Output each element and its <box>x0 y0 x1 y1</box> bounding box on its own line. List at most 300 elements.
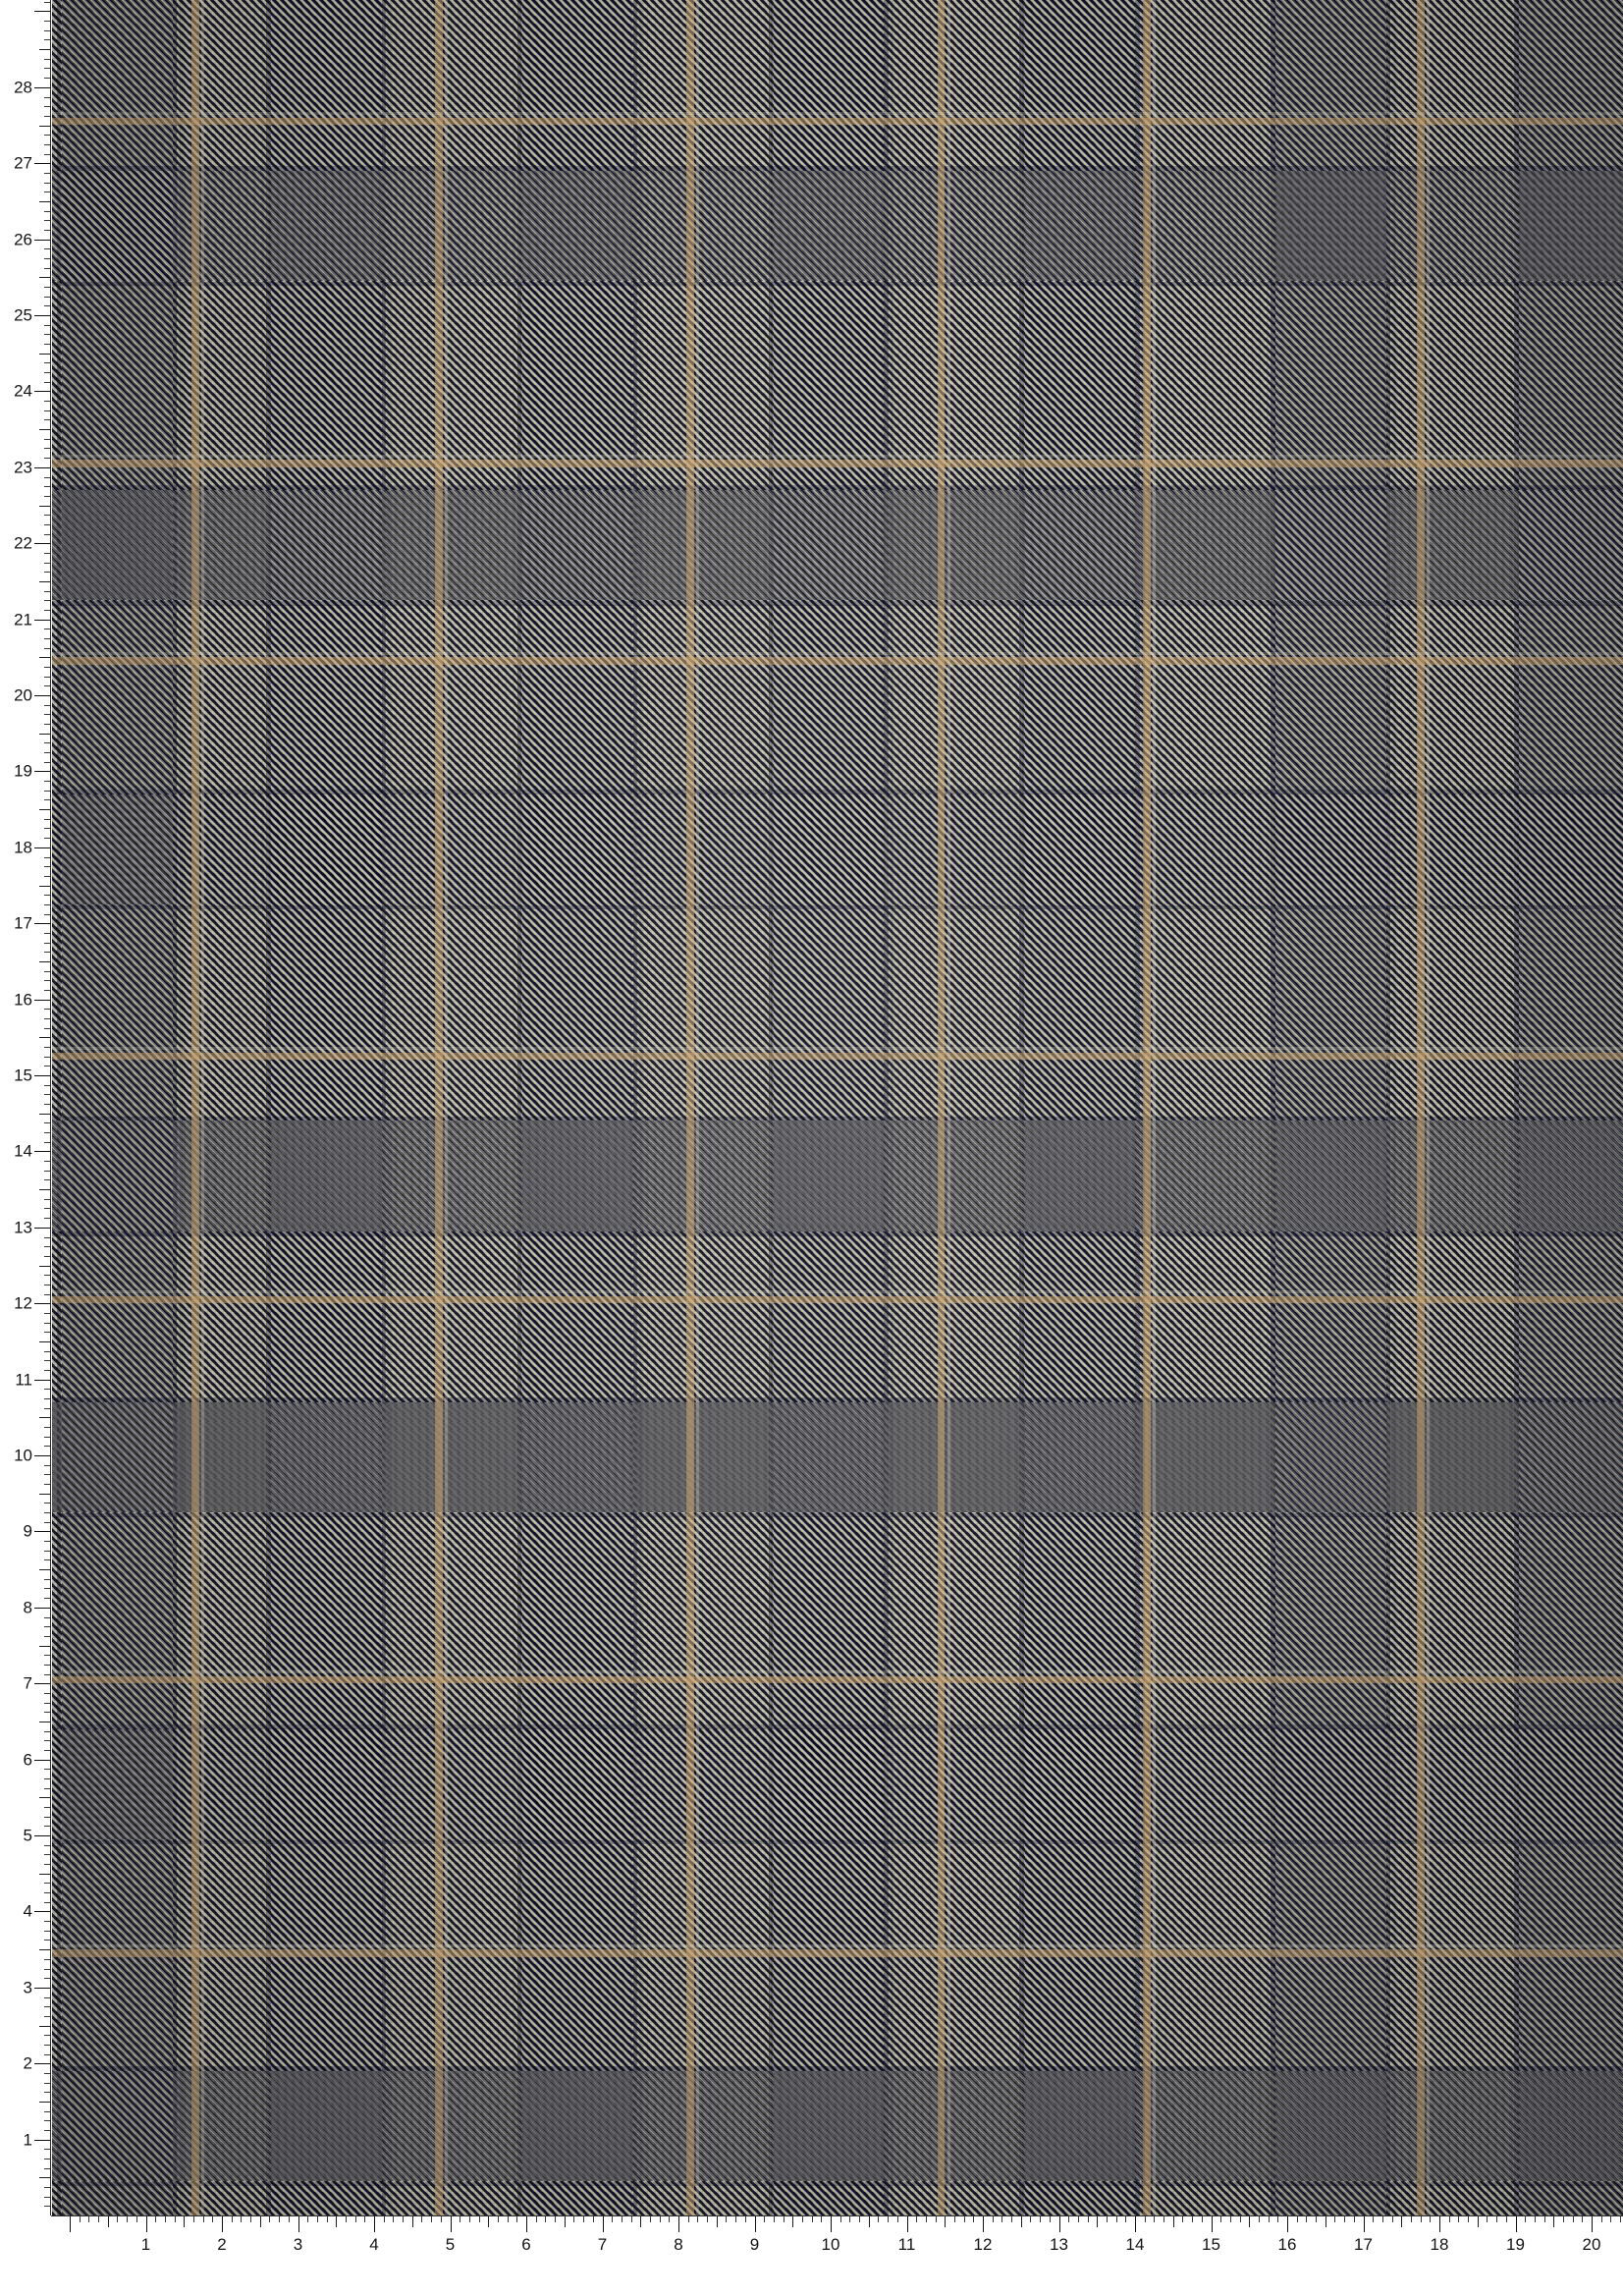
ruler-tick-vertical <box>34 695 50 696</box>
ruler-tick-horizontal <box>136 2216 137 2222</box>
ruler-tick-horizontal <box>222 2216 223 2232</box>
ruler-tick-horizontal <box>1116 2216 1117 2222</box>
ruler-label-vertical: 8 <box>23 1598 32 1617</box>
ruler-tick-horizontal <box>1401 2216 1402 2227</box>
ruler-tick-vertical <box>44 477 50 478</box>
ruler-tick-horizontal <box>298 2216 299 2232</box>
ruler-tick-vertical <box>34 1000 50 1001</box>
ruler-tick-horizontal <box>241 2216 242 2222</box>
ruler-tick-vertical <box>44 1094 50 1095</box>
ruler-tick-vertical <box>44 1246 50 1247</box>
ruler-tick-horizontal <box>1316 2216 1317 2222</box>
ruler-tick-horizontal <box>1068 2216 1069 2222</box>
ruler-tick-vertical <box>44 1750 50 1751</box>
ruler-tick-vertical <box>39 201 50 202</box>
ruler-tick-vertical <box>44 362 50 363</box>
ruler-tick-horizontal <box>640 2216 641 2227</box>
ruler-tick-vertical <box>44 1161 50 1162</box>
ruler-tick-vertical <box>44 305 50 306</box>
ruler-tick-horizontal <box>1553 2216 1554 2227</box>
ruler-tick-vertical <box>44 990 50 991</box>
ruler-tick-vertical <box>44 287 50 288</box>
ruler-tick-vertical <box>44 2 50 3</box>
ruler-tick-vertical <box>44 97 50 98</box>
ruler-tick-horizontal <box>1011 2216 1012 2222</box>
ruler-label-horizontal: 5 <box>445 2235 456 2254</box>
ruler-tick-vertical <box>44 1817 50 1818</box>
ruler-tick-vertical <box>44 895 50 896</box>
ruler-tick-vertical <box>44 1256 50 1257</box>
ruler-tick-vertical <box>44 1360 50 1361</box>
ruler-label-horizontal: 13 <box>1050 2235 1068 2254</box>
ruler-tick-horizontal <box>1192 2216 1193 2222</box>
ruler-tick-vertical <box>44 116 50 117</box>
ruler-tick-vertical <box>34 315 50 316</box>
ruler-tick-vertical <box>39 1037 50 1038</box>
ruler-tick-vertical <box>44 1559 50 1560</box>
ruler-tick-horizontal <box>1154 2216 1155 2222</box>
ruler-tick-vertical <box>44 372 50 373</box>
ruler-tick-vertical <box>44 1931 50 1932</box>
ruler-label-vertical: 17 <box>14 913 32 933</box>
ruler-tick-vertical <box>44 1788 50 1789</box>
ruler-label-vertical: 9 <box>23 1521 32 1541</box>
ruler-tick-vertical <box>39 1646 50 1647</box>
ruler-tick-vertical <box>44 486 50 487</box>
ruler-tick-vertical <box>44 1598 50 1599</box>
ruler-tick-horizontal <box>735 2216 736 2222</box>
ruler-tick-horizontal <box>1230 2216 1231 2222</box>
ruler-tick-vertical <box>44 2045 50 2046</box>
ruler-label-horizontal: 3 <box>293 2235 303 2254</box>
ruler-tick-vertical <box>44 1740 50 1741</box>
ruler-tick-horizontal <box>260 2216 261 2227</box>
ruler-label-vertical: 2 <box>23 2053 32 2073</box>
ruler-tick-vertical <box>44 572 50 573</box>
ruler-tick-horizontal <box>184 2216 185 2227</box>
ruler-tick-horizontal <box>869 2216 870 2227</box>
ruler-tick-vertical <box>39 1874 50 1875</box>
ruler-tick-vertical <box>39 1266 50 1267</box>
ruler-tick-horizontal <box>859 2216 860 2222</box>
ruler-tick-horizontal <box>421 2216 422 2222</box>
ruler-tick-vertical <box>44 724 50 725</box>
ruler-tick-horizontal <box>403 2216 404 2222</box>
ruler-tick-vertical <box>44 866 50 867</box>
ruler-tick-vertical <box>44 439 50 440</box>
ruler-label-vertical: 21 <box>14 610 32 629</box>
ruler-tick-vertical <box>44 1427 50 1428</box>
vertical-ruler[interactable] <box>0 0 51 2296</box>
ruler-tick-vertical <box>44 1655 50 1656</box>
ruler-tick-vertical <box>39 809 50 810</box>
ruler-tick-horizontal <box>1088 2216 1089 2222</box>
ruler-tick-horizontal <box>993 2216 994 2222</box>
ruler-label-vertical: 7 <box>23 1673 32 1693</box>
ruler-tick-horizontal <box>1220 2216 1221 2222</box>
ruler-tick-horizontal <box>1306 2216 1307 2222</box>
ruler-tick-vertical <box>44 1408 50 1409</box>
ruler-tick-horizontal <box>1610 2216 1611 2222</box>
ruler-tick-horizontal <box>412 2216 413 2227</box>
ruler-tick-vertical <box>44 1826 50 1827</box>
ruler-tick-horizontal <box>1421 2216 1422 2222</box>
ruler-tick-vertical <box>34 11 50 12</box>
ruler-tick-horizontal <box>1287 2216 1288 2232</box>
ruler-tick-vertical <box>44 1674 50 1675</box>
ruler-tick-vertical <box>34 1531 50 1532</box>
ruler-tick-horizontal <box>849 2216 850 2222</box>
ruler-label-horizontal: 1 <box>140 2235 151 2254</box>
ruler-tick-horizontal <box>1078 2216 1079 2222</box>
ruler-label-vertical: 25 <box>14 305 32 325</box>
ruler-corner <box>0 2215 51 2296</box>
ruler-tick-horizontal <box>479 2216 480 2222</box>
ruler-tick-vertical <box>39 1797 50 1798</box>
ruler-label-horizontal: 7 <box>597 2235 608 2254</box>
ruler-tick-vertical <box>44 1579 50 1580</box>
ruler-tick-vertical <box>44 1218 50 1219</box>
ruler-tick-horizontal <box>1382 2216 1383 2222</box>
ruler-tick-horizontal <box>755 2216 756 2232</box>
ruler-tick-vertical <box>44 268 50 269</box>
ruler-label-horizontal: 18 <box>1430 2235 1449 2254</box>
ruler-tick-horizontal <box>1620 2216 1621 2222</box>
ruler-tick-vertical <box>44 1208 50 1209</box>
ruler-tick-vertical <box>34 1303 50 1304</box>
ruler-tick-vertical <box>44 705 50 706</box>
ruler-tick-horizontal <box>907 2216 908 2232</box>
ruler-tick-horizontal <box>1325 2216 1326 2227</box>
ruler-tick-vertical <box>44 534 50 535</box>
ruler-tick-horizontal <box>108 2216 109 2227</box>
ruler-tick-horizontal <box>555 2216 556 2222</box>
ruler-tick-horizontal <box>964 2216 965 2222</box>
ruler-tick-vertical <box>44 648 50 649</box>
ruler-tick-horizontal <box>1458 2216 1459 2222</box>
ruler-tick-vertical <box>44 952 50 953</box>
ruler-tick-vertical <box>44 762 50 763</box>
ruler-tick-horizontal <box>593 2216 594 2222</box>
ruler-label-vertical: 1 <box>23 2130 32 2150</box>
ruler-tick-vertical <box>39 1189 50 1190</box>
ruler-tick-horizontal <box>336 2216 337 2227</box>
ruler-tick-horizontal <box>117 2216 118 2222</box>
ruler-tick-horizontal <box>936 2216 937 2222</box>
weave-noise-overlay <box>52 0 1623 2215</box>
ruler-tick-vertical <box>44 448 50 449</box>
ruler-tick-vertical <box>44 2035 50 2036</box>
ruler-tick-horizontal <box>165 2216 166 2222</box>
ruler-tick-vertical <box>44 1845 50 1846</box>
ruler-tick-vertical <box>44 419 50 420</box>
ruler-tick-vertical <box>44 1512 50 1513</box>
ruler-tick-vertical <box>44 1522 50 1523</box>
ruler-tick-vertical <box>39 1417 50 1418</box>
ruler-tick-horizontal <box>583 2216 584 2222</box>
ruler-tick-vertical <box>44 1142 50 1143</box>
ruler-tick-horizontal <box>1601 2216 1602 2222</box>
ruler-tick-horizontal <box>127 2216 128 2222</box>
ruler-tick-vertical <box>44 791 50 792</box>
ruler-tick-vertical <box>34 1228 50 1229</box>
ruler-tick-vertical <box>44 1171 50 1172</box>
ruler-tick-horizontal <box>1097 2216 1098 2227</box>
ruler-tick-horizontal <box>1354 2216 1355 2222</box>
ruler-tick-vertical <box>39 2026 50 2027</box>
ruler-tick-horizontal <box>1468 2216 1469 2222</box>
ruler-tick-vertical <box>34 240 50 241</box>
ruler-tick-horizontal <box>697 2216 698 2222</box>
ruler-tick-vertical <box>44 1921 50 1922</box>
ruler-tick-vertical <box>44 1018 50 1019</box>
ruler-label-vertical: 27 <box>14 153 32 173</box>
ruler-tick-vertical <box>44 1636 50 1637</box>
ruler-tick-vertical <box>44 1712 50 1713</box>
ruler-tick-vertical <box>44 2073 50 2074</box>
ruler-tick-vertical <box>44 191 50 192</box>
ruler-tick-horizontal <box>1030 2216 1031 2222</box>
ruler-tick-vertical <box>44 933 50 934</box>
ruler-tick-vertical <box>44 1465 50 1466</box>
ruler-label-vertical: 5 <box>23 1826 32 1845</box>
ruler-tick-vertical <box>34 847 50 848</box>
ruler-tick-horizontal <box>926 2216 927 2222</box>
ruler-tick-horizontal <box>98 2216 99 2222</box>
ruler-tick-vertical <box>39 49 50 50</box>
ruler-tick-vertical <box>44 553 50 554</box>
ruler-tick-horizontal <box>1525 2216 1526 2222</box>
ruler-tick-vertical <box>44 382 50 383</box>
ruler-tick-horizontal <box>1430 2216 1431 2222</box>
ruler-tick-horizontal <box>1373 2216 1374 2222</box>
ruler-tick-horizontal <box>945 2216 946 2227</box>
ruler-tick-horizontal <box>1125 2216 1126 2222</box>
ruler-tick-vertical <box>44 1997 50 1998</box>
ruler-tick-vertical <box>44 78 50 79</box>
ruler-tick-vertical <box>44 496 50 497</box>
ruler-tick-vertical <box>44 2130 50 2131</box>
ruler-label-vertical: 13 <box>14 1218 32 1237</box>
ruler-tick-horizontal <box>1107 2216 1108 2222</box>
ruler-tick-vertical <box>44 1057 50 1058</box>
ruler-tick-horizontal <box>1544 2216 1545 2222</box>
ruler-tick-vertical <box>44 248 50 249</box>
ruler-tick-horizontal <box>1449 2216 1450 2222</box>
ruler-label-vertical: 11 <box>15 1370 32 1390</box>
ruler-tick-horizontal <box>1135 2216 1136 2232</box>
ruler-tick-vertical <box>44 297 50 298</box>
ruler-tick-vertical <box>34 923 50 924</box>
ruler-tick-vertical <box>44 1969 50 1970</box>
ruler-tick-vertical <box>39 126 50 127</box>
ruler-tick-vertical <box>39 2177 50 2178</box>
ruler-tick-horizontal <box>707 2216 708 2222</box>
ruler-tick-horizontal <box>1259 2216 1260 2222</box>
ruler-tick-vertical <box>44 1398 50 1399</box>
ruler-tick-horizontal <box>1516 2216 1517 2232</box>
ruler-tick-vertical <box>44 1484 50 1485</box>
ruler-tick-horizontal <box>1411 2216 1412 2222</box>
ruler-tick-vertical <box>44 1389 50 1390</box>
ruler-tick-vertical <box>44 2149 50 2150</box>
ruler-tick-vertical <box>44 1883 50 1884</box>
ruler-tick-horizontal <box>155 2216 156 2222</box>
ruler-tick-vertical <box>34 2063 50 2064</box>
ruler-tick-vertical <box>44 838 50 839</box>
ruler-tick-horizontal <box>451 2216 452 2232</box>
ruler-tick-vertical <box>44 1132 50 1133</box>
ruler-tick-vertical <box>44 1778 50 1779</box>
ruler-label-horizontal: 8 <box>674 2235 683 2254</box>
ruler-tick-horizontal <box>812 2216 813 2222</box>
ruler-tick-horizontal <box>1563 2216 1564 2222</box>
ruler-tick-vertical <box>44 876 50 877</box>
ruler-tick-vertical <box>44 638 50 639</box>
ruler-tick-vertical <box>34 467 50 468</box>
ruler-tick-horizontal <box>545 2216 546 2222</box>
ruler-label-horizontal: 15 <box>1202 2235 1220 2254</box>
ruler-tick-horizontal <box>1496 2216 1497 2222</box>
ruler-tick-vertical <box>44 667 50 668</box>
ruler-tick-vertical <box>44 2187 50 2188</box>
ruler-tick-vertical <box>44 39 50 40</box>
ruler-tick-vertical <box>44 1437 50 1438</box>
ruler-label-vertical: 23 <box>14 458 32 477</box>
ruler-tick-vertical <box>44 2111 50 2112</box>
ruler-tick-vertical <box>44 1332 50 1333</box>
ruler-tick-vertical <box>44 943 50 944</box>
ruler-label-vertical: 28 <box>14 78 32 97</box>
ruler-tick-horizontal <box>279 2216 280 2222</box>
ruler-tick-vertical <box>44 742 50 743</box>
ruler-tick-horizontal <box>1573 2216 1574 2222</box>
ruler-tick-vertical <box>44 1237 50 1238</box>
ruler-label-vertical: 24 <box>14 381 32 401</box>
ruler-tick-horizontal <box>983 2216 984 2232</box>
ruler-tick-vertical <box>44 1588 50 1589</box>
ruler-tick-horizontal <box>878 2216 879 2222</box>
ruler-tick-horizontal <box>374 2216 375 2232</box>
ruler-tick-horizontal <box>317 2216 318 2222</box>
fabric-swatch-image <box>52 0 1623 2215</box>
ruler-tick-horizontal <box>508 2216 509 2222</box>
ruler-tick-vertical <box>34 771 50 772</box>
ruler-tick-vertical <box>39 1341 50 1342</box>
ruler-label-horizontal: 16 <box>1277 2235 1297 2254</box>
ruler-tick-vertical <box>44 2206 50 2207</box>
ruler-tick-horizontal <box>650 2216 651 2222</box>
ruler-tick-vertical <box>44 2054 50 2055</box>
ruler-tick-vertical <box>44 1626 50 1627</box>
ruler-label-horizontal: 17 <box>1354 2235 1373 2254</box>
ruler-tick-horizontal <box>631 2216 632 2222</box>
ruler-tick-vertical <box>44 1864 50 1865</box>
ruler-tick-horizontal <box>792 2216 793 2227</box>
horizontal-ruler[interactable] <box>0 2215 1623 2296</box>
ruler-tick-vertical <box>44 1551 50 1552</box>
ruler-tick-vertical <box>44 1665 50 1666</box>
ruler-label-horizontal: 2 <box>217 2235 227 2254</box>
ruler-tick-vertical <box>44 1199 50 1200</box>
ruler-tick-horizontal <box>764 2216 765 2222</box>
ruler-tick-vertical <box>34 1835 50 1836</box>
ruler-tick-horizontal <box>175 2216 176 2222</box>
ruler-tick-vertical <box>34 1988 50 1989</box>
ruler-label-horizontal: 4 <box>369 2235 379 2254</box>
ruler-tick-horizontal <box>1021 2216 1022 2227</box>
ruler-label-horizontal: 14 <box>1125 2235 1145 2254</box>
ruler-tick-horizontal <box>469 2216 470 2222</box>
ruler-tick-horizontal <box>1592 2216 1593 2232</box>
ruler-label-vertical: 6 <box>23 1750 32 1770</box>
ruler-tick-vertical <box>44 144 50 145</box>
ruler-label-vertical: 19 <box>14 761 32 781</box>
ruler-label-horizontal: 12 <box>973 2235 993 2254</box>
ruler-tick-vertical <box>44 1769 50 1770</box>
ruler-tick-vertical <box>34 1380 50 1381</box>
ruler-tick-horizontal <box>88 2216 89 2222</box>
ruler-tick-vertical <box>39 354 50 355</box>
ruler-tick-vertical <box>39 657 50 658</box>
ruler-tick-vertical <box>44 781 50 782</box>
ruler-tick-horizontal <box>1182 2216 1183 2222</box>
ruler-label-vertical: 15 <box>14 1066 32 1085</box>
ruler-tick-horizontal <box>840 2216 841 2222</box>
ruler-tick-horizontal <box>717 2216 718 2227</box>
ruler-label-horizontal: 11 <box>897 2235 916 2254</box>
ruler-tick-horizontal <box>355 2216 356 2222</box>
ruler-tick-vertical <box>44 1275 50 1276</box>
ruler-tick-horizontal <box>431 2216 432 2222</box>
ruler-tick-horizontal <box>573 2216 574 2222</box>
ruler-tick-vertical <box>44 591 50 592</box>
ruler-tick-horizontal <box>536 2216 537 2222</box>
ruler-tick-vertical <box>44 524 50 525</box>
ruler-tick-horizontal <box>232 2216 233 2222</box>
ruler-tick-vertical <box>44 914 50 915</box>
ruler-tick-horizontal <box>1297 2216 1298 2222</box>
ruler-tick-horizontal <box>726 2216 727 2222</box>
ruler-tick-vertical <box>39 581 50 582</box>
ruler-tick-horizontal <box>1506 2216 1507 2222</box>
ruler-tick-horizontal <box>565 2216 566 2227</box>
ruler-tick-vertical <box>34 163 50 164</box>
ruler-tick-horizontal <box>526 2216 527 2232</box>
ruler-tick-horizontal <box>488 2216 489 2227</box>
ruler-tick-vertical <box>39 961 50 962</box>
ruler-tick-vertical <box>44 258 50 259</box>
ruler-tick-vertical <box>44 1047 50 1048</box>
ruler-tick-horizontal <box>1535 2216 1536 2222</box>
ruler-label-vertical: 3 <box>23 1978 32 1997</box>
ruler-tick-vertical <box>44 2197 50 2198</box>
ruler-tick-vertical <box>44 1351 50 1352</box>
ruler-tick-vertical <box>44 211 50 212</box>
ruler-tick-horizontal <box>146 2216 147 2232</box>
ruler-label-vertical: 26 <box>14 230 32 249</box>
ruler-tick-vertical <box>44 135 50 136</box>
ruler-tick-vertical <box>44 1731 50 1732</box>
ruler-tick-vertical <box>44 410 50 411</box>
ruler-tick-horizontal <box>384 2216 385 2222</box>
ruler-tick-horizontal <box>1487 2216 1488 2222</box>
ruler-tick-vertical <box>34 391 50 392</box>
ruler-tick-horizontal <box>193 2216 194 2222</box>
ruler-tick-vertical <box>44 1474 50 1475</box>
ruler-tick-vertical <box>34 543 50 544</box>
ruler-tick-horizontal <box>364 2216 365 2222</box>
